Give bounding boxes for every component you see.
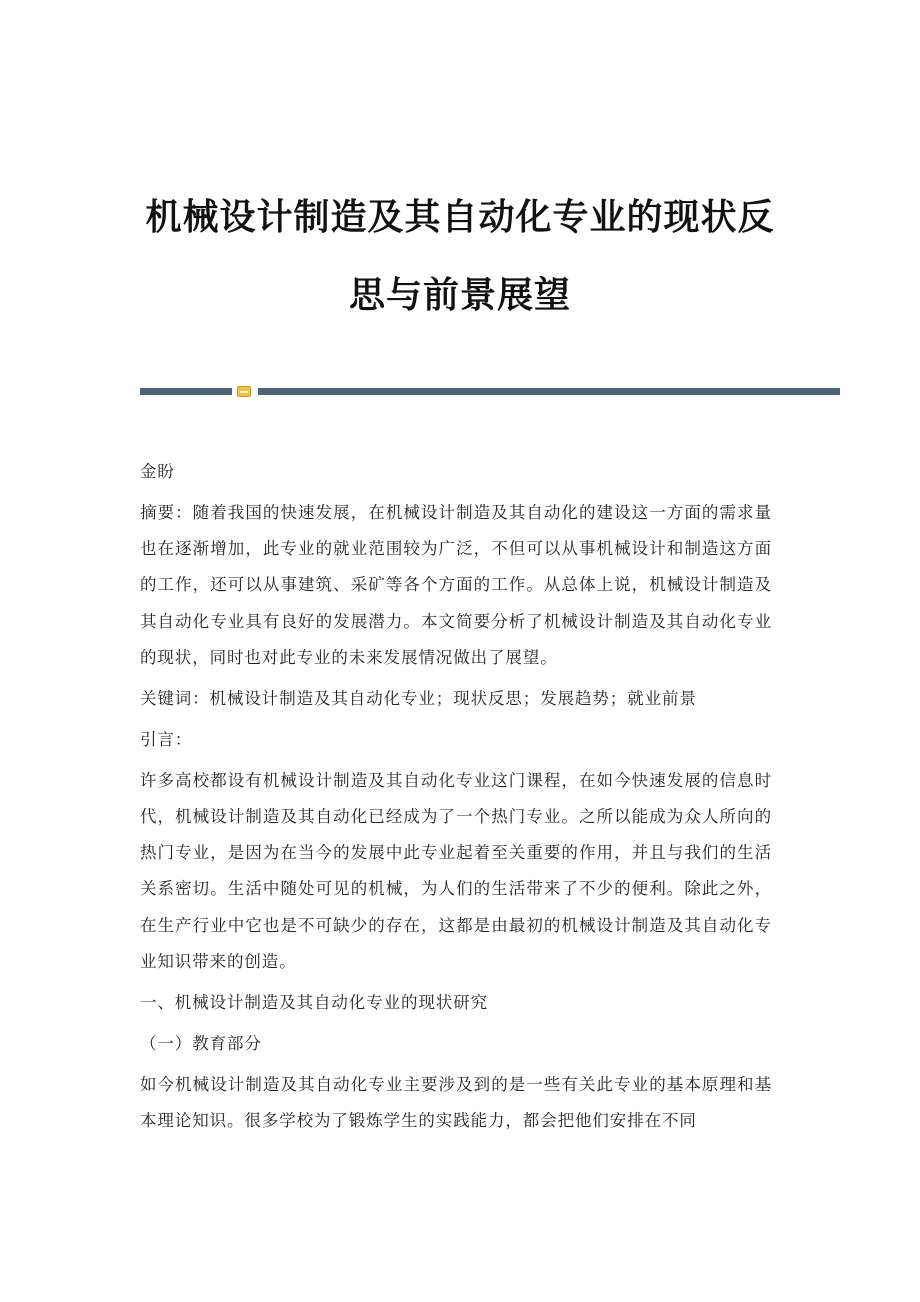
title-line-1: 机械设计制造及其自动化专业的现状反 <box>145 196 775 238</box>
intro-heading: 引言： <box>140 729 193 749</box>
subsection-paragraph: 如今机械设计制造及其自动化专业主要涉及到的是一些有关此专业的基本原理和基本理论知识。很多学校为了锻炼学生的实践能力，都会把他们安排在不同 <box>140 1074 772 1131</box>
divider-ornament-icon <box>237 386 251 397</box>
intro-paragraph: 许多高校都设有机械设计制造及其自动化专业这门课程，在如今快速发展的信息时代，机械设计制造及其自动化已经成为了一个热门专业。之所以能成为众人所向的热门专业，是因为在当今的发展中此专业起着至关重要的作用，并且与我们的生活关系密切。生活中随处可见的机械，为人们的生活带来了不少的便利。除此之外，在生产行业中它也是不可缺少的存在，这都是由最初的机械设计制造及其自动化专业知识带来的创造。 <box>140 770 772 971</box>
title-divider <box>140 384 840 398</box>
divider-bar-left <box>140 388 232 395</box>
document-body <box>140 454 772 1144</box>
divider-bar-right <box>258 388 840 395</box>
title-line-2: 思与前景展望 <box>348 274 571 316</box>
document-title <box>100 178 820 334</box>
abstract: 摘要：随着我国的快速发展，在机械设计制造及其自动化的建设这一方面的需求量也在逐渐增加，此专业的就业范围较为广泛，不但可以从事机械设计和制造这方面的工作，还可以从事建筑、采矿等各个方面的工作。从总体上说，机械设计制造及其自动化专业具有良好的发展潜力。本文简要分析了机械设计制造及其自动化专业的现状，同时也对此专业的未来发展情况做出了展望。 <box>140 503 772 667</box>
keywords: 关键词：机械设计制造及其自动化专业；现状反思；发展趋势；就业前景 <box>140 688 697 708</box>
subsection-heading: （一）教育部分 <box>140 1033 262 1053</box>
section-heading: 一、机械设计制造及其自动化专业的现状研究 <box>140 992 488 1012</box>
author: 金盼 <box>140 462 175 481</box>
